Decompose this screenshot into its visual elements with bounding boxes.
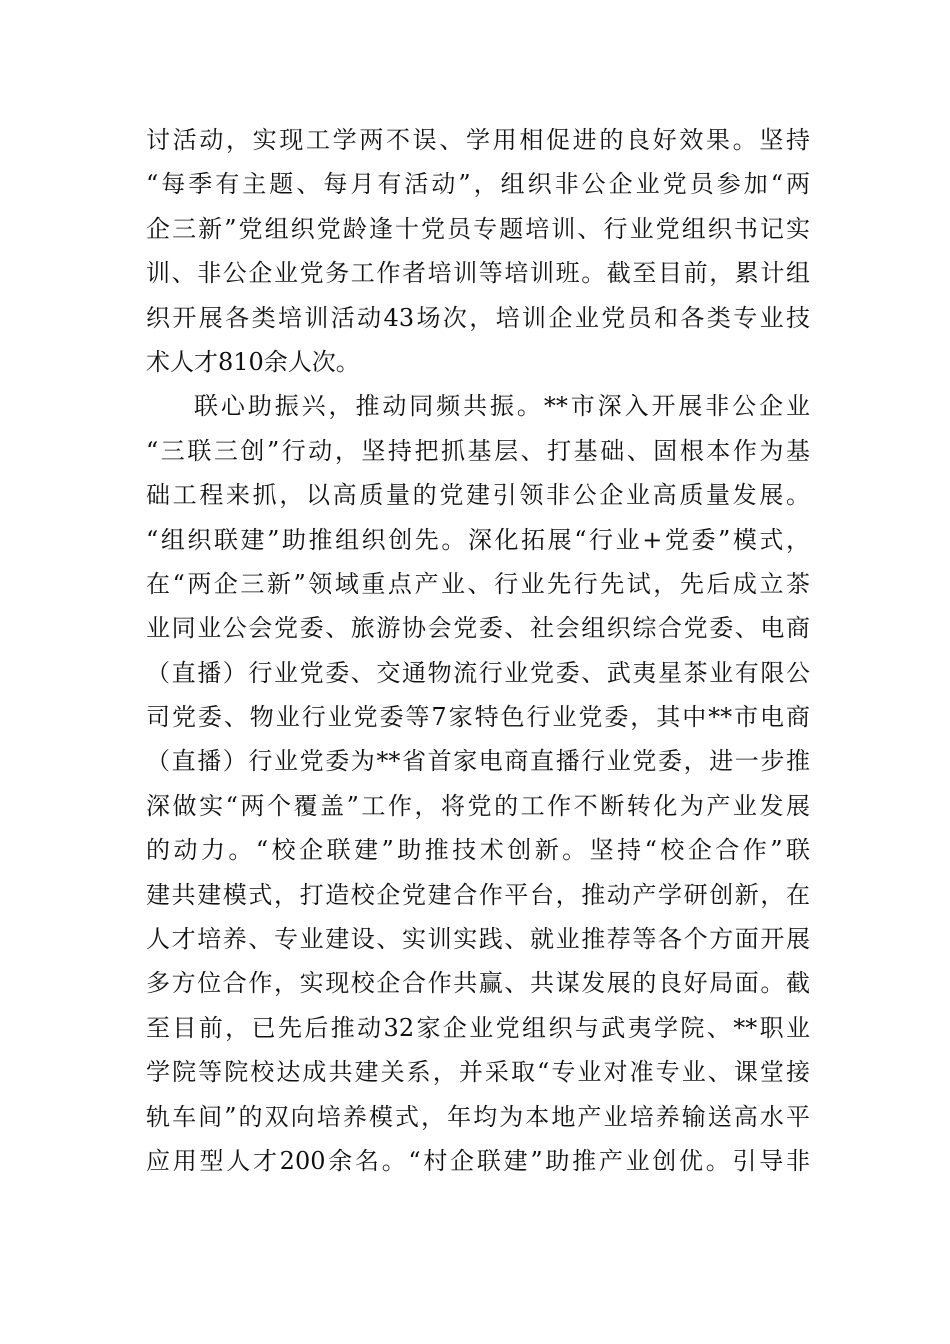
- text-line: 人才培养、专业建设、实训实践、就业推荐等各个方面开展: [146, 925, 810, 954]
- text-line: 织开展各类培训活动43场次，培训企业党员和各类专业技: [146, 303, 810, 332]
- text-line: 业同业公会党委、旅游协会党委、社会组织综合党委、电商: [146, 614, 810, 643]
- text-line: “组织联建”助推组织创先。深化拓展“行业+党委”模式，: [146, 525, 810, 554]
- text-line: 至目前，已先后推动32家企业党组织与武夷学院、**职业: [146, 1013, 810, 1042]
- text-line: 术人才810余人次。: [146, 347, 360, 376]
- text-line: 学院等院校达成共建关系，并采取“专业对准专业、课堂接: [146, 1058, 810, 1087]
- text-line: 建共建模式，打造校企党建合作平台，推动产学研创新，在: [146, 880, 810, 909]
- text-line: （直播）行业党委为**省首家电商直播行业党委，进一步推: [146, 747, 810, 776]
- text-line: 训、非公企业党务工作者培训等培训班。截至目前，累计组: [146, 259, 810, 288]
- text-line: 础工程来抓，以高质量的党建引领非公企业高质量发展。: [146, 481, 810, 510]
- text-line: 的动力。“校企联建”助推技术创新。坚持“校企合作”联: [146, 836, 810, 865]
- text-line: 讨活动，实现工学两不误、学用相促进的良好效果。坚持: [146, 126, 810, 154]
- text-line: 在“两企三新”领域重点产业、行业先行先试，先后成立茶: [146, 569, 810, 598]
- text-line: “每季有主题、每月有活动”，组织非公企业党员参加“两: [146, 170, 810, 199]
- text-line: 轨车间”的双向培养模式，年均为本地产业培养输送高水平: [146, 1102, 810, 1131]
- body-text: [146, 118, 810, 1183]
- text-line: （直播）行业党委、交通物流行业党委、武夷星茶业有限公: [146, 658, 810, 687]
- text-line: 企三新”党组织党龄逢十党员专题培训、行业党组织书记实: [146, 214, 810, 243]
- text-line: 司党委、物业行业党委等7家特色行业党委，其中**市电商: [146, 703, 810, 732]
- text-line: “三联三创”行动，坚持把抓基层、打基础、固根本作为基: [146, 436, 810, 465]
- text-line: 多方位合作，实现校企合作共赢、共谋发展的良好局面。截: [146, 969, 810, 998]
- text-line: 应用型人才200余名。“村企联建”助推产业创优。引导非: [146, 1146, 810, 1175]
- paragraph-start-line: 联心助振兴，推动同频共振。**市深入开展非公企业: [194, 392, 810, 421]
- text-line: 深做实“两个覆盖”工作，将党的工作不断转化为产业发展: [146, 791, 810, 820]
